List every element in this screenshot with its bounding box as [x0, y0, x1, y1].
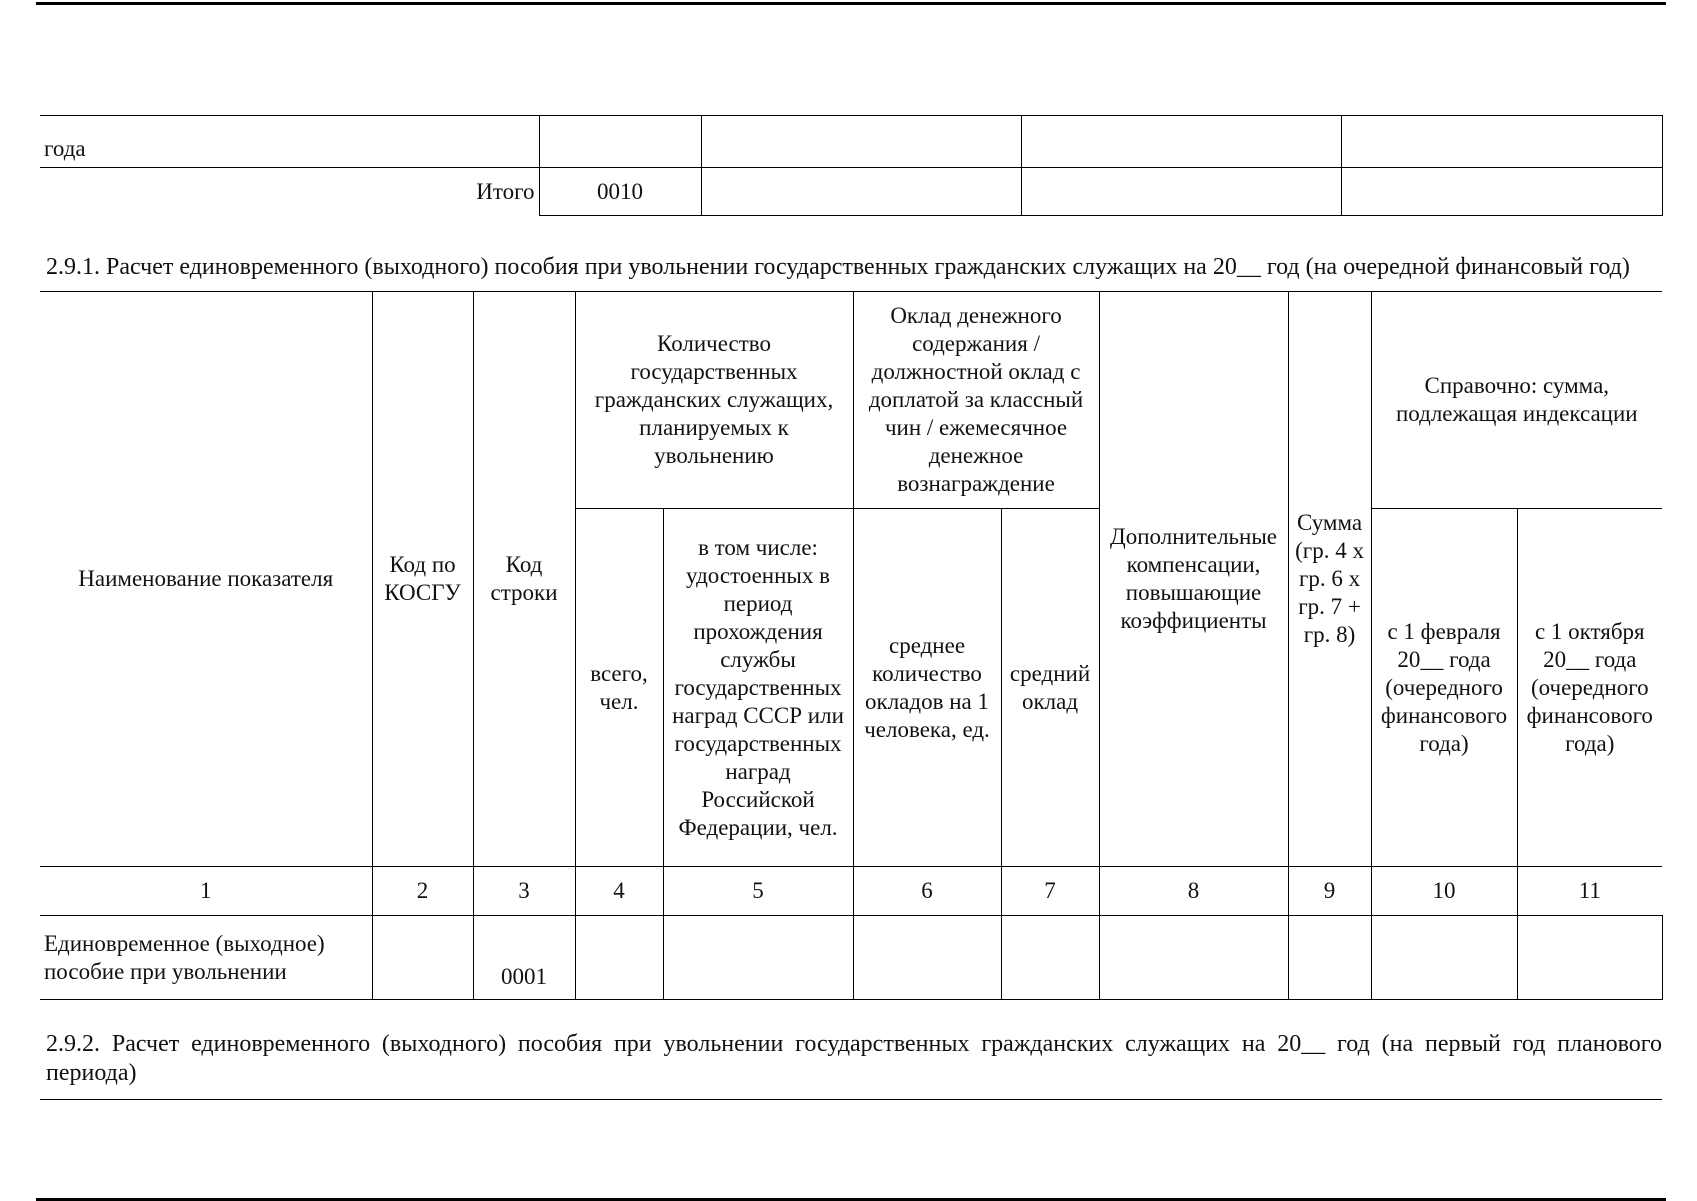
column-number: 5: [663, 867, 853, 916]
section-title-2-9-2: 2.9.2. Расчет единовременного (выходного) пособия при увольнении государственных гражданских служащих на 20__ год (на первый год планового периода): [46, 1031, 1662, 1086]
header-group-reference: Справочно: сумма, подлежащая индексации: [1371, 292, 1662, 509]
benefit-calculation-table: [40, 291, 1663, 1000]
table-row: [40, 116, 1662, 168]
header-row-code: Код строки: [473, 292, 575, 867]
table-cell: [1371, 916, 1517, 1000]
header-awarded-count: в том числе: удостоенных в период прохождения службы государственных наград СССР или государственных наград Российской Федерации, чел.: [663, 509, 853, 867]
header-additional-compensation: Дополнительные компенсации, повышающие коэффициенты: [1099, 292, 1288, 867]
section-title-2-9-1: 2.9.1. Расчет единовременного (выходного) пособия при увольнении государственных гражданских служащих на 20__ год (на очередной финансовый год): [46, 254, 1630, 280]
table-cell: [1001, 916, 1099, 1000]
page-top-rule: [36, 2, 1666, 5]
header-avg-salary: средний оклад: [1001, 509, 1099, 867]
column-number: 6: [853, 867, 1001, 916]
column-number: 8: [1099, 867, 1288, 916]
column-number: 10: [1371, 867, 1517, 916]
header-sum: Сумма (гр. 4 х гр. 6 х гр. 7 + гр. 8): [1288, 292, 1371, 867]
table-cell: [1341, 168, 1662, 216]
section-divider: [40, 1099, 1662, 1100]
table-cell: [701, 168, 1021, 216]
table-cell: [1021, 116, 1341, 168]
column-number: 3: [473, 867, 575, 916]
row-label-year: года: [40, 116, 539, 168]
header-total-count: всего, чел.: [575, 509, 663, 867]
table-row: [40, 168, 1662, 216]
column-number: 2: [372, 867, 473, 916]
column-number-row: [40, 867, 1662, 916]
header-avg-salaries: среднее количество окладов на 1 человека, ед.: [853, 509, 1001, 867]
continuation-table: [40, 115, 1663, 216]
header-indicator-name: Наименование показателя: [40, 292, 372, 867]
table-cell: [1341, 116, 1662, 168]
table-cell: [701, 116, 1021, 168]
total-code: 0010: [539, 168, 701, 216]
row-code: 0001: [473, 916, 575, 1000]
table-cell: [853, 916, 1001, 1000]
table-cell: [1021, 168, 1341, 216]
header-group-count: Количество государственных гражданских служащих, планируемых к увольнению: [575, 292, 853, 509]
header-group-salary: Оклад денежного содержания / должностной оклад с доплатой за классный чин / ежемесячное денежное вознаграждение: [853, 292, 1099, 509]
table-row: [40, 916, 1662, 1000]
header-kosgu-code: Код по КОСГУ: [372, 292, 473, 867]
column-number: 9: [1288, 867, 1371, 916]
row-indicator-name: Единовременное (выходное) пособие при увольнении: [40, 916, 372, 1000]
table-cell: [663, 916, 853, 1000]
header-from-october: с 1 октября 20__ года (очередного финансового года): [1517, 509, 1662, 867]
header-row-1: [40, 292, 1662, 509]
table-cell: [372, 916, 473, 1000]
table-cell: [1517, 916, 1662, 1000]
table-cell: [1099, 916, 1288, 1000]
table-cell: [1288, 916, 1371, 1000]
table-cell: [575, 916, 663, 1000]
total-label: Итого: [40, 168, 539, 216]
column-number: 1: [40, 867, 372, 916]
header-from-february: с 1 февраля 20__ года (очередного финансового года): [1371, 509, 1517, 867]
column-number: 7: [1001, 867, 1099, 916]
column-number: 11: [1517, 867, 1662, 916]
column-number: 4: [575, 867, 663, 916]
table-cell: [539, 116, 701, 168]
